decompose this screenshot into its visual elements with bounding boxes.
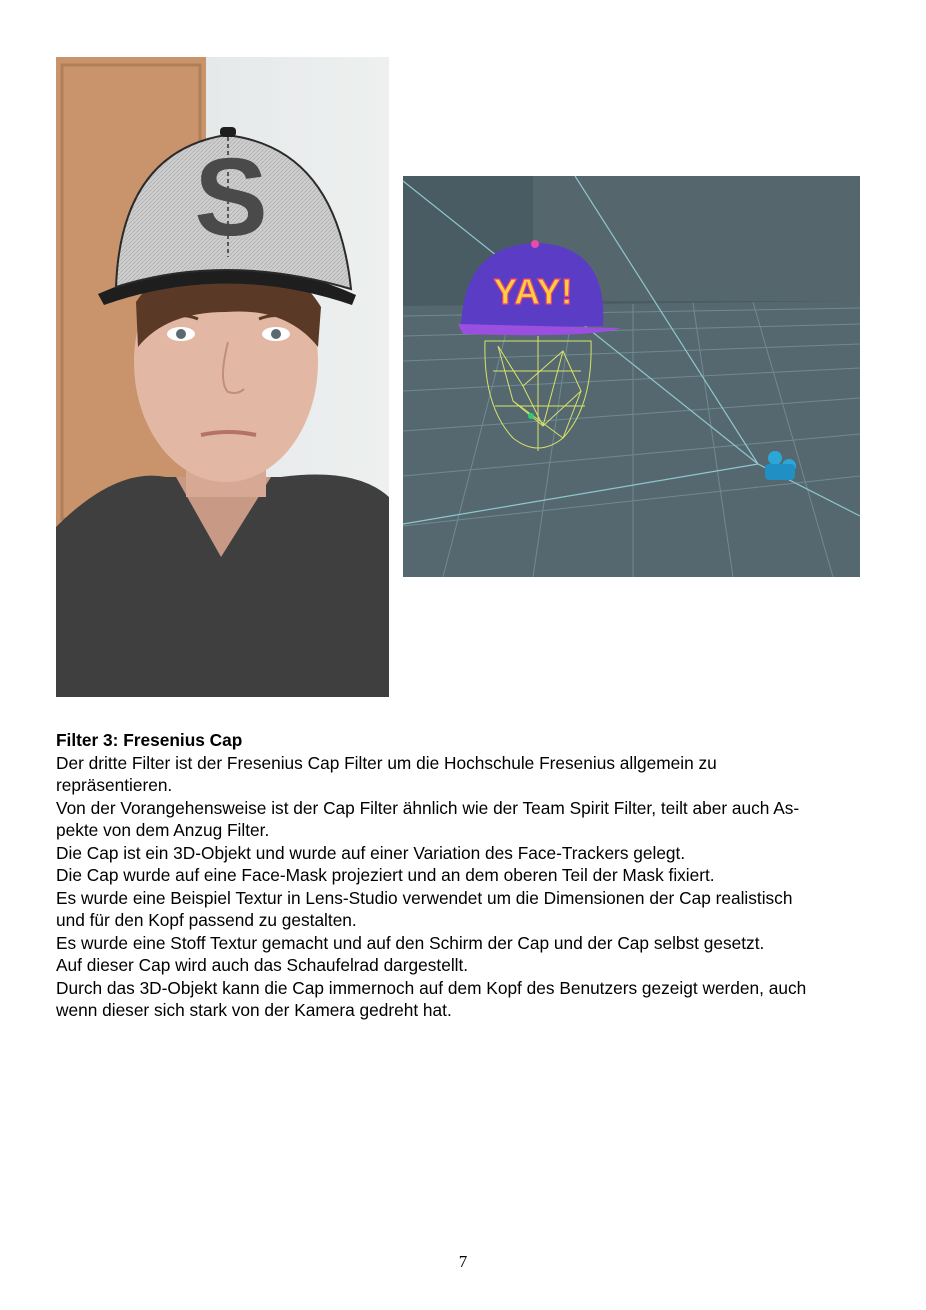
text-line: Durch das 3D-Objekt kann die Cap immernoch auf dem Kopf des Benutzers gezeigt werden, auch: [56, 977, 807, 998]
text-line: Es wurde eine Stoff Textur gemacht und auf den Schirm der Cap und der Cap selbst gesetzt.: [56, 932, 765, 953]
section-heading: Filter 3: Fresenius Cap: [56, 730, 243, 750]
section-body: [56, 729, 876, 1022]
grid-floor: [403, 301, 860, 577]
selfie-illustration: [56, 57, 389, 697]
text-line: repräsentieren.: [56, 775, 173, 795]
text-line: und für den Kopf passend zu gestalten.: [56, 910, 357, 930]
cap-text: YAY!: [493, 271, 573, 312]
text-line: Auf dieser Cap wird auch das Schaufelrad dargestellt.: [56, 955, 469, 975]
selfie-photo: [56, 57, 389, 697]
viewport-illustration: [403, 176, 860, 577]
text-line: Der dritte Filter ist der Fresenius Cap Filter um die Hochschule Fresenius allgemein zu: [56, 752, 717, 773]
text-line: Die Cap ist ein 3D-Objekt und wurde auf einer Variation des Face-Trackers gelegt.: [56, 842, 686, 863]
text-line: Von der Vorangehensweise ist der Cap Filter ähnlich wie der Team Spirit Filter, teilt aber auch As-: [56, 797, 800, 818]
lens-studio-viewport: [403, 176, 860, 577]
text-line: wenn dieser sich stark von der Kamera gedreht hat.: [56, 1000, 452, 1020]
page-number: 7: [458, 1252, 468, 1271]
text-line: Es wurde eine Beispiel Textur in Lens-Studio verwendet um die Dimensionen der Cap realistisch: [56, 887, 793, 908]
text-line: Die Cap wurde auf eine Face-Mask projeziert und an dem oberen Teil der Mask fixiert.: [56, 865, 715, 885]
text-line: pekte von dem Anzug Filter.: [56, 820, 270, 840]
cap-logo: S: [194, 136, 268, 259]
